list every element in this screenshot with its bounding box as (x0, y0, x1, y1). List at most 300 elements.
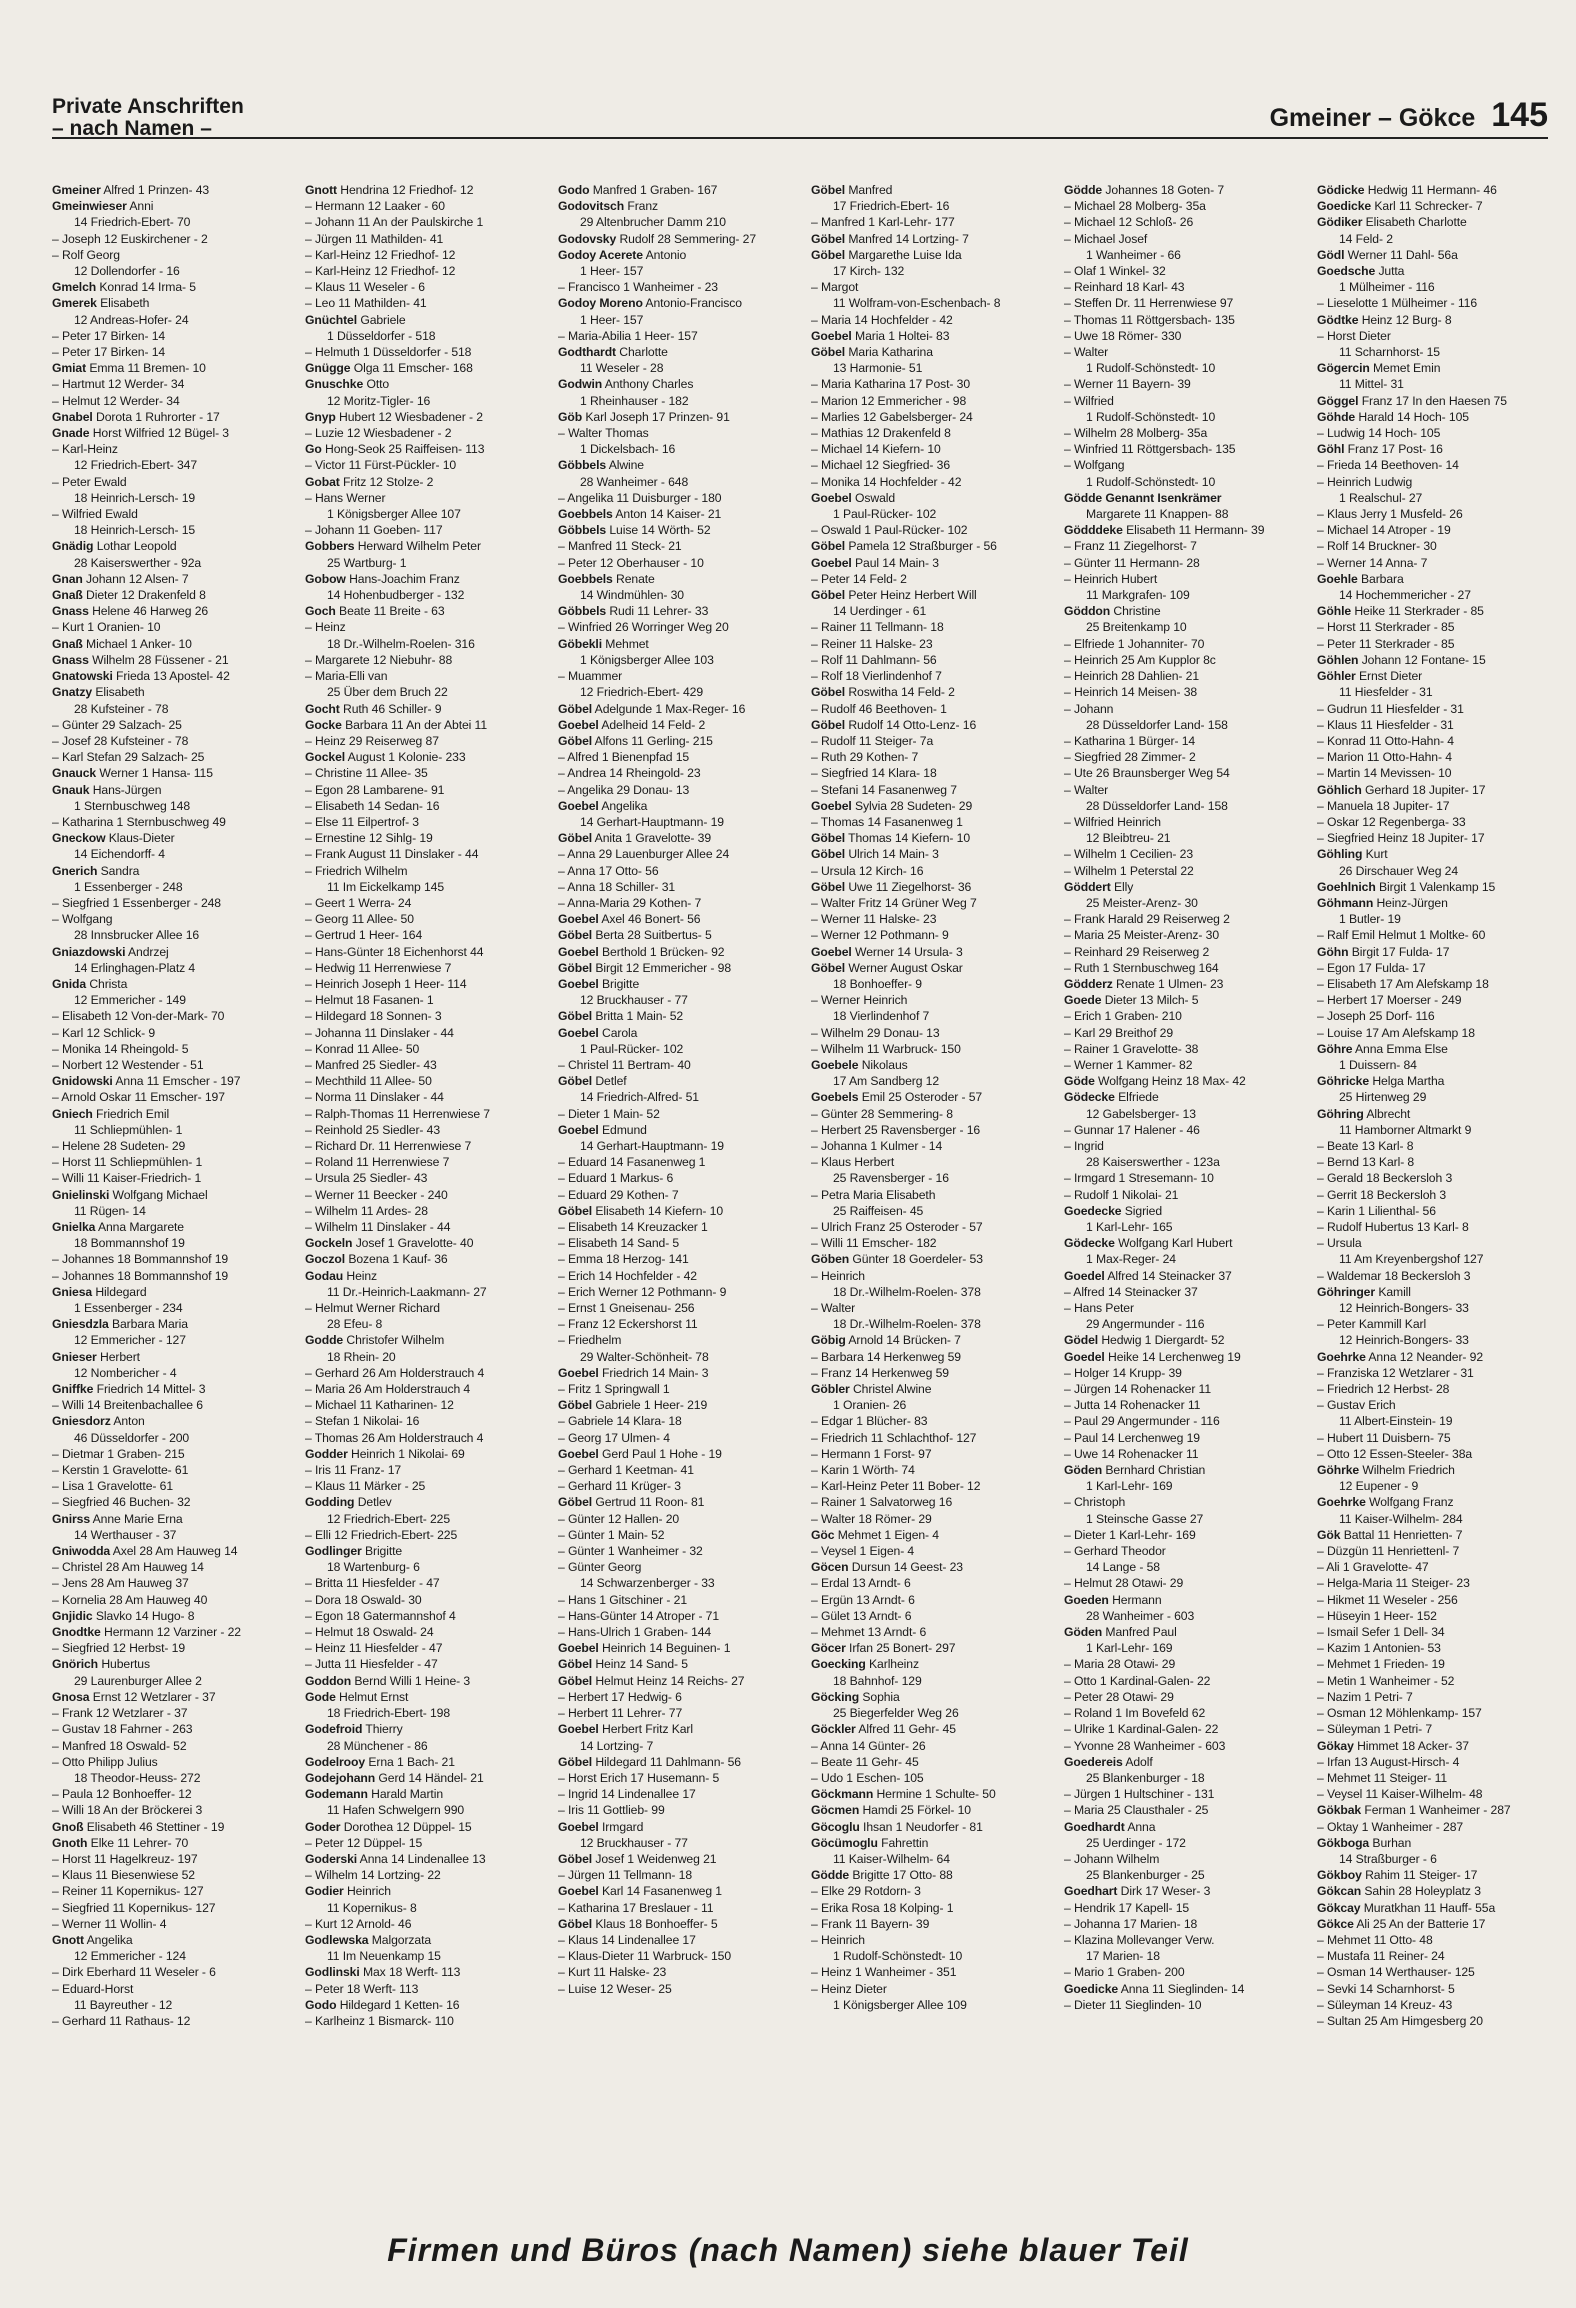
directory-entry (811, 457, 1042, 473)
directory-entry (305, 701, 536, 717)
entry-details: 12 Heinrich-Bongers- 33 (1339, 1301, 1469, 1316)
entry-details: – Heinrich 28 Dahlien- 21 (1064, 669, 1200, 684)
entry-details: Hermann (1112, 1592, 1162, 1607)
directory-entry (811, 717, 1042, 733)
directory-entry (52, 1738, 283, 1754)
directory-entry (1064, 1640, 1295, 1656)
directory-entry (1317, 1170, 1548, 1186)
directory-entry (52, 1592, 283, 1608)
entry-details: – Olaf 1 Winkel- 32 (1064, 264, 1166, 279)
entry-details: – Gabriele 14 Klara- 18 (558, 1414, 682, 1429)
directory-entry (52, 2013, 283, 2029)
directory-entry (305, 1494, 536, 1510)
entry-details: – Otto 1 Kardinal-Galen- 22 (1064, 1673, 1211, 1688)
directory-entry (811, 830, 1042, 846)
directory-entry (1317, 944, 1548, 960)
directory-entry (558, 1640, 789, 1656)
entry-details: Birgit 1 Valenkamp 15 (1378, 879, 1496, 894)
entry-details: – Erich 14 Hochfelder - 42 (558, 1268, 697, 1283)
entry-details: – Michael 14 Atroper - 19 (1317, 523, 1451, 538)
entry-details: Bernd Willi 1 Heine- 3 (354, 1673, 471, 1688)
entry-details: 1 Duissern- 84 (1339, 1057, 1417, 1072)
entry-details: Brigitte (602, 976, 640, 991)
entry-details: 11 Schliepmühlen- 1 (74, 1122, 183, 1137)
directory-entry (305, 1851, 536, 1867)
entry-details: – Peter 28 Otawi- 29 (1064, 1689, 1174, 1704)
section-title-line1: Private Anschriften (52, 95, 244, 118)
directory-entry (558, 944, 789, 960)
entry-details: – Hedwig 11 Herrenwiese 7 (305, 960, 452, 975)
directory-entry (558, 1705, 789, 1721)
directory-entry (811, 1916, 1042, 1932)
entry-surname: Gnatowski (52, 669, 113, 684)
entry-details: Kamill (1378, 1284, 1411, 1299)
directory-entry (811, 1527, 1042, 1543)
directory-entry (52, 1640, 283, 1656)
entry-details: Barbara Maria (111, 1317, 188, 1332)
directory-entry (52, 911, 283, 927)
entry-details: – Frank 12 Wetzlarer - 37 (52, 1706, 188, 1721)
directory-entry (811, 587, 1042, 603)
entry-details: Emil 25 Osteroder - 57 (861, 1090, 983, 1105)
entry-surname: Godovitsch (558, 199, 625, 214)
entry-surname: Gödicke (1317, 183, 1365, 197)
directory-entry (1317, 1332, 1548, 1348)
directory-entry (52, 263, 283, 279)
directory-entry (1317, 1640, 1548, 1656)
directory-entry (811, 1754, 1042, 1770)
directory-entry (52, 587, 283, 603)
directory-entry (305, 295, 536, 311)
directory-entry (1317, 1721, 1548, 1737)
entry-details: Johann 12 Fontane- 15 (1361, 652, 1486, 667)
entry-surname: Goedecke (1064, 1203, 1122, 1218)
entry-surname: Goedicke (1317, 199, 1372, 214)
entry-details: Heike 11 Sterkrader - 85 (1354, 604, 1484, 619)
entry-details: – Michael 11 Katharinen- 12 (305, 1398, 454, 1413)
entry-details: – Friedrich Wilhelm (305, 863, 408, 878)
entry-details: 11 Bayreuther - 12 (74, 1997, 173, 2012)
entry-details: Antonio (645, 247, 687, 262)
entry-details: 29 Altenbrucher Damm 210 (580, 215, 726, 230)
section-title (52, 96, 244, 140)
directory-entry (52, 992, 283, 1008)
directory-entry (558, 279, 789, 295)
directory-entry (305, 1089, 536, 1105)
entry-surname: Gnosa (52, 1689, 90, 1704)
entry-surname: Gniazdowski (52, 944, 126, 959)
entry-surname: Gniesa (52, 1284, 93, 1299)
directory-entry (558, 782, 789, 798)
entry-details: – Eduard 29 Kothen- 7 (558, 1187, 679, 1202)
entry-details: – Hartmut 12 Werder- 34 (52, 377, 185, 392)
directory-entry (811, 1332, 1042, 1348)
directory-entry (1064, 1219, 1295, 1235)
directory-entry (558, 555, 789, 571)
directory-entry (811, 1883, 1042, 1899)
directory-entry (558, 1332, 789, 1348)
directory-entry (52, 1041, 283, 1057)
entry-surname: Gmiat (52, 361, 87, 376)
entry-surname: Gnodtke (52, 1625, 101, 1640)
entry-details: – Mehmet 11 Steiger- 11 (1317, 1770, 1448, 1785)
entry-details: Uwe 11 Ziegelhorst- 36 (848, 879, 972, 894)
directory-entry (305, 376, 536, 392)
entry-details: Emma 11 Bremen- 10 (89, 361, 206, 376)
directory-entry (811, 1284, 1042, 1300)
entry-details: – Hermann 12 Laaker - 60 (305, 199, 445, 214)
directory-entry (52, 295, 283, 311)
entry-details: 1 Rudolf-Schönstedt- 10 (1086, 361, 1216, 376)
directory-entry (1064, 976, 1295, 992)
entry-details: – Siegfried 1 Essenberger - 248 (52, 895, 221, 910)
directory-entry (1317, 652, 1548, 668)
entry-details: 12 Friedrich-Ebert- 347 (74, 458, 198, 473)
directory-entry (1064, 782, 1295, 798)
entry-details: – Werner 1 Kammer- 82 (1064, 1057, 1193, 1072)
entry-details: – Süleyman 1 Petri- 7 (1317, 1722, 1433, 1737)
entry-details: Malgorzata (371, 1932, 432, 1947)
directory-entry (305, 1997, 536, 2013)
entry-details: 1 Dickelsbach- 16 (580, 442, 676, 457)
entry-details: 18 Friedrich-Ebert- 198 (327, 1706, 451, 1721)
directory-entry (305, 1268, 536, 1284)
entry-surname: Gödiker (1317, 215, 1363, 230)
entry-details: – Michael Josef (1064, 231, 1148, 246)
entry-details: Michael 1 Anker- 10 (86, 636, 192, 651)
entry-details: Elke 11 Lehrer- 70 (90, 1835, 189, 1850)
entry-details: Elisabeth 14 Kiefern- 10 (595, 1203, 724, 1218)
directory-entry (52, 733, 283, 749)
entry-details: Ulrich 14 Main- 3 (848, 847, 939, 862)
directory-entry (1317, 474, 1548, 490)
entry-details: – Jutta 14 Rohenacker 11 (1064, 1398, 1201, 1413)
directory-entry (1317, 798, 1548, 814)
directory-entry (305, 1462, 536, 1478)
entry-details: Wolfgang Karl Hubert (1118, 1236, 1233, 1251)
directory-entry (52, 895, 283, 911)
directory-entry (1317, 1154, 1548, 1170)
entry-details: Barbara 11 An der Abtei 11 (345, 717, 488, 732)
entry-details: 1 Essenberger - 248 (74, 879, 183, 894)
entry-details: 11 Kopernikus- 8 (327, 1900, 417, 1915)
directory-entry (52, 1656, 283, 1672)
directory-entry (1064, 1900, 1295, 1916)
directory-entry (558, 1381, 789, 1397)
entry-details: Anna Margarete (97, 1220, 184, 1234)
directory-entry (305, 1511, 536, 1527)
entry-surname: Goebel (558, 717, 599, 732)
directory-entry (1064, 1268, 1295, 1284)
directory-entry (1317, 376, 1548, 392)
directory-entry (1064, 522, 1295, 538)
entry-details: Karl 14 Fasanenweg 1 (602, 1884, 722, 1899)
entry-details: – Maria Katharina 17 Post- 30 (811, 377, 971, 392)
directory-entry (305, 1057, 536, 1073)
directory-entry (811, 927, 1042, 943)
directory-entry (1064, 231, 1295, 247)
entry-surname: Göbel (558, 1673, 593, 1688)
directory-entry (811, 360, 1042, 376)
entry-surname: Gobbers (305, 539, 355, 554)
directory-entry (305, 393, 536, 409)
directory-entry (558, 1057, 789, 1073)
entry-surname: Göbel (811, 183, 846, 197)
entry-details: – Ursula 25 Siedler- 43 (305, 1171, 428, 1186)
entry-surname: Goebel (558, 1365, 599, 1380)
directory-entry (1064, 1462, 1295, 1478)
entry-details: 18 Wartenburg- 6 (327, 1560, 420, 1575)
directory-entry (1064, 1203, 1295, 1219)
directory-entry (1064, 1381, 1295, 1397)
entry-details: – Margot (811, 280, 859, 295)
directory-entry (811, 1365, 1042, 1381)
directory-entry (305, 976, 536, 992)
directory-entry (52, 1851, 283, 1867)
entry-surname: Gödde (811, 1868, 850, 1883)
directory-entry (811, 555, 1042, 571)
entry-details: Ihsan 1 Neudorfer - 81 (863, 1819, 983, 1834)
directory-entry (305, 749, 536, 765)
directory-entry (305, 1916, 536, 1932)
entry-details: – Klaus Jerry 1 Musfeld- 26 (1317, 507, 1463, 522)
entry-details: – Wilfried Ewald (52, 507, 138, 522)
directory-entry (1064, 1025, 1295, 1041)
directory-entry (1064, 960, 1295, 976)
directory-entry (558, 830, 789, 846)
entry-surname: Godau (305, 1268, 344, 1283)
directory-entry (305, 474, 536, 490)
directory-entry (52, 1916, 283, 1932)
entry-details: – Osman 12 Möhlenkamp- 157 (1317, 1706, 1482, 1721)
directory-entry (1064, 506, 1295, 522)
directory-entry (558, 1981, 789, 1997)
entry-surname: Goebele (811, 1057, 859, 1072)
entry-details: – Uwe 18 Römer- 330 (1064, 328, 1182, 343)
entry-details: – Friedhelm (558, 1333, 622, 1348)
directory-entry (558, 1511, 789, 1527)
directory-entry (305, 312, 536, 328)
directory-entry (1064, 749, 1295, 765)
entry-details: – Fritz 1 Springwall 1 (558, 1382, 670, 1397)
entry-details: – Hendrik 17 Kapell- 15 (1064, 1900, 1190, 1915)
directory-entry (811, 944, 1042, 960)
entry-details: – Reiner 11 Kopernikus- 127 (52, 1884, 204, 1899)
entry-details: Günter 18 Goerdeler- 53 (852, 1252, 983, 1267)
entry-surname: Goecking (811, 1657, 866, 1672)
entry-details: 12 Emmericher - 149 (74, 993, 186, 1008)
directory-entry (1317, 1268, 1548, 1284)
directory-entry (305, 538, 536, 554)
entry-details: Hildegard 1 Ketten- 16 (339, 1997, 460, 2012)
entry-details: – Anna-Maria 29 Kothen- 7 (558, 895, 702, 910)
entry-details: – Kornelia 28 Am Hauweg 40 (52, 1592, 208, 1607)
directory-entry (1064, 733, 1295, 749)
entry-details: Anna Emma Else (1355, 1041, 1448, 1056)
directory-entry (811, 393, 1042, 409)
directory-entry (1064, 1689, 1295, 1705)
directory-entry (1317, 1997, 1548, 2013)
entry-surname: Gnabel (52, 409, 93, 424)
entry-surname: Göcer (811, 1641, 846, 1656)
entry-surname: Goebel (558, 912, 599, 927)
entry-details: – Nazim 1 Petri- 7 (1317, 1689, 1413, 1704)
directory-entry (52, 830, 283, 846)
directory-column (1064, 182, 1295, 2192)
entry-details: – Gertrud 1 Heer- 164 (305, 928, 423, 943)
directory-entry (1317, 1106, 1548, 1122)
entry-details: – Anna 29 Lauenburger Allee 24 (558, 847, 730, 862)
directory-entry (52, 1170, 283, 1186)
entry-details: 1 Heer- 157 (580, 264, 644, 279)
directory-entry (52, 279, 283, 295)
entry-surname: Göbel (811, 685, 846, 700)
directory-entry (1317, 1738, 1548, 1754)
directory-entry (558, 247, 789, 263)
entry-details: Helene 46 Harweg 26 (92, 604, 209, 619)
entry-details: Alfons 11 Gerling- 215 (594, 733, 713, 748)
entry-details: Birgit 17 Fulda- 17 (1351, 944, 1450, 959)
entry-details: Klaus-Dieter (108, 831, 175, 846)
directory-entry (305, 1381, 536, 1397)
directory-entry (52, 976, 283, 992)
directory-entry (1064, 198, 1295, 214)
entry-details: Elisabeth (100, 296, 150, 311)
entry-details: – Reinhold 25 Siedler- 43 (305, 1122, 441, 1137)
entry-details: 11 Im Eickelkamp 145 (327, 879, 444, 894)
directory-entry (1317, 1592, 1548, 1608)
entry-surname: Göbel (811, 879, 846, 894)
entry-details: – Helmut 18 Fasanen- 1 (305, 993, 434, 1008)
directory-entry (1064, 1478, 1295, 1494)
entry-details: – Maria-Abilia 1 Heer- 157 (558, 328, 698, 343)
entry-details: – Katharina 17 Breslauer - 11 (558, 1900, 714, 1915)
directory-entry (1317, 312, 1548, 328)
entry-details: Hamdi 25 Förkel- 10 (862, 1803, 971, 1818)
entry-details: – Heinrich (811, 1268, 865, 1283)
directory-entry (52, 425, 283, 441)
entry-details: – Ursula (1317, 1236, 1362, 1251)
entry-details: – Iris 11 Gottlieb- 99 (558, 1803, 665, 1818)
directory-entry (52, 1754, 283, 1770)
entry-surname: Göhle (1317, 604, 1352, 619)
entry-details: – Marion 11 Otto-Hahn- 4 (1317, 750, 1452, 765)
directory-entry (811, 1981, 1042, 1997)
directory-entry (1317, 522, 1548, 538)
entry-details: – Reiner 11 Halske- 23 (811, 636, 933, 651)
entry-surname: Göbel (811, 588, 846, 603)
directory-entry (305, 1867, 536, 1883)
entry-details: Heinz-Jürgen (1376, 895, 1448, 910)
entry-details: Gerd Paul 1 Hohe - 19 (602, 1446, 722, 1461)
entry-details: Werner 14 Ursula- 3 (855, 944, 963, 959)
directory-entry (811, 1203, 1042, 1219)
directory-entry (1064, 409, 1295, 425)
directory-entry (558, 1008, 789, 1024)
entry-surname: Goedel (1064, 1268, 1105, 1283)
entry-details: – Steffen Dr. 11 Herrenwiese 97 (1064, 296, 1234, 311)
directory-entry (1064, 1608, 1295, 1624)
directory-entry (811, 1543, 1042, 1559)
entry-surname: Göhl (1317, 442, 1345, 457)
entry-details: 25 Blankenburger - 18 (1086, 1770, 1205, 1785)
directory-entry (811, 1575, 1042, 1591)
entry-details: – Werner 11 Bayern- 39 (1064, 377, 1191, 392)
entry-surname: Göbel (811, 831, 846, 846)
directory-entry (1064, 895, 1295, 911)
entry-surname: Gobat (305, 474, 340, 489)
entry-details: – Kurt 1 Oranien- 10 (52, 620, 161, 635)
directory-entry (305, 1770, 536, 1786)
directory-entry (52, 1332, 283, 1348)
directory-entry (305, 1106, 536, 1122)
entry-surname: Göbbels (558, 604, 607, 619)
directory-entry (1064, 830, 1295, 846)
entry-details: 14 Friedrich-Alfred- 51 (580, 1090, 699, 1105)
directory-entry (305, 1349, 536, 1365)
entry-details: – Gerhard 1 Keetman- 41 (558, 1463, 694, 1478)
directory-entry (305, 1786, 536, 1802)
directory-entry (1064, 182, 1295, 198)
entry-details: – Franz 11 Ziegelhorst- 7 (1064, 539, 1197, 554)
directory-entry (1064, 214, 1295, 230)
entry-details: – Richard Dr. 11 Herrenwiese 7 (305, 1138, 472, 1153)
directory-entry (811, 668, 1042, 684)
directory-entry (52, 1883, 283, 1899)
entry-surname: Gnirss (52, 1511, 91, 1526)
entry-details: – Paula 12 Bonhoeffer- 12 (52, 1787, 192, 1802)
directory-entry (305, 1932, 536, 1948)
directory-entry (1317, 668, 1548, 684)
directory-entry (305, 1640, 536, 1656)
directory-entry (558, 1608, 789, 1624)
entry-details: – Irmgard 1 Stresemann- 10 (1064, 1171, 1214, 1186)
directory-entry (52, 1089, 283, 1105)
directory-entry (1317, 1235, 1548, 1251)
directory-entry (558, 1754, 789, 1770)
entry-details: – Siegfried 46 Buchen- 32 (52, 1495, 191, 1510)
directory-entry (1064, 668, 1295, 684)
entry-surname: Gökboga (1317, 1835, 1370, 1850)
directory-entry (558, 960, 789, 976)
entry-details: – Victor 11 Fürst-Pückler- 10 (305, 458, 457, 473)
directory-entry (558, 1478, 789, 1494)
entry-surname: Goebel (558, 944, 599, 959)
directory-entry (1317, 1089, 1548, 1105)
entry-details: – Otto Philipp Julius (52, 1754, 158, 1769)
entry-details: 28 Efeu- 8 (327, 1317, 383, 1332)
entry-surname: Gödel (1064, 1333, 1099, 1348)
entry-details: – Rudolf 46 Beethoven- 1 (811, 701, 947, 716)
entry-details: Anton (113, 1414, 145, 1429)
directory-entry (811, 279, 1042, 295)
entry-details: – Jürgen 11 Mathilden- 41 (305, 231, 444, 246)
directory-entry (305, 1754, 536, 1770)
entry-surname: Gnauck (52, 766, 97, 781)
entry-details: 11 Rügen- 14 (74, 1203, 146, 1218)
directory-entry (52, 1106, 283, 1122)
entry-surname: Göcen (811, 1560, 849, 1575)
entry-details: – Walter (811, 1301, 856, 1316)
entry-details: 11 Scharnhorst- 15 (1339, 345, 1440, 360)
entry-details: 1 Karl-Lehr- 165 (1086, 1220, 1173, 1234)
directory-entry (811, 409, 1042, 425)
directory-entry (52, 1187, 283, 1203)
entry-details: 28 Kufsteiner - 78 (74, 701, 169, 716)
directory-entry (1064, 1997, 1295, 2013)
directory-entry (1064, 1770, 1295, 1786)
entry-details: 28 Wanheimer - 648 (580, 474, 689, 489)
